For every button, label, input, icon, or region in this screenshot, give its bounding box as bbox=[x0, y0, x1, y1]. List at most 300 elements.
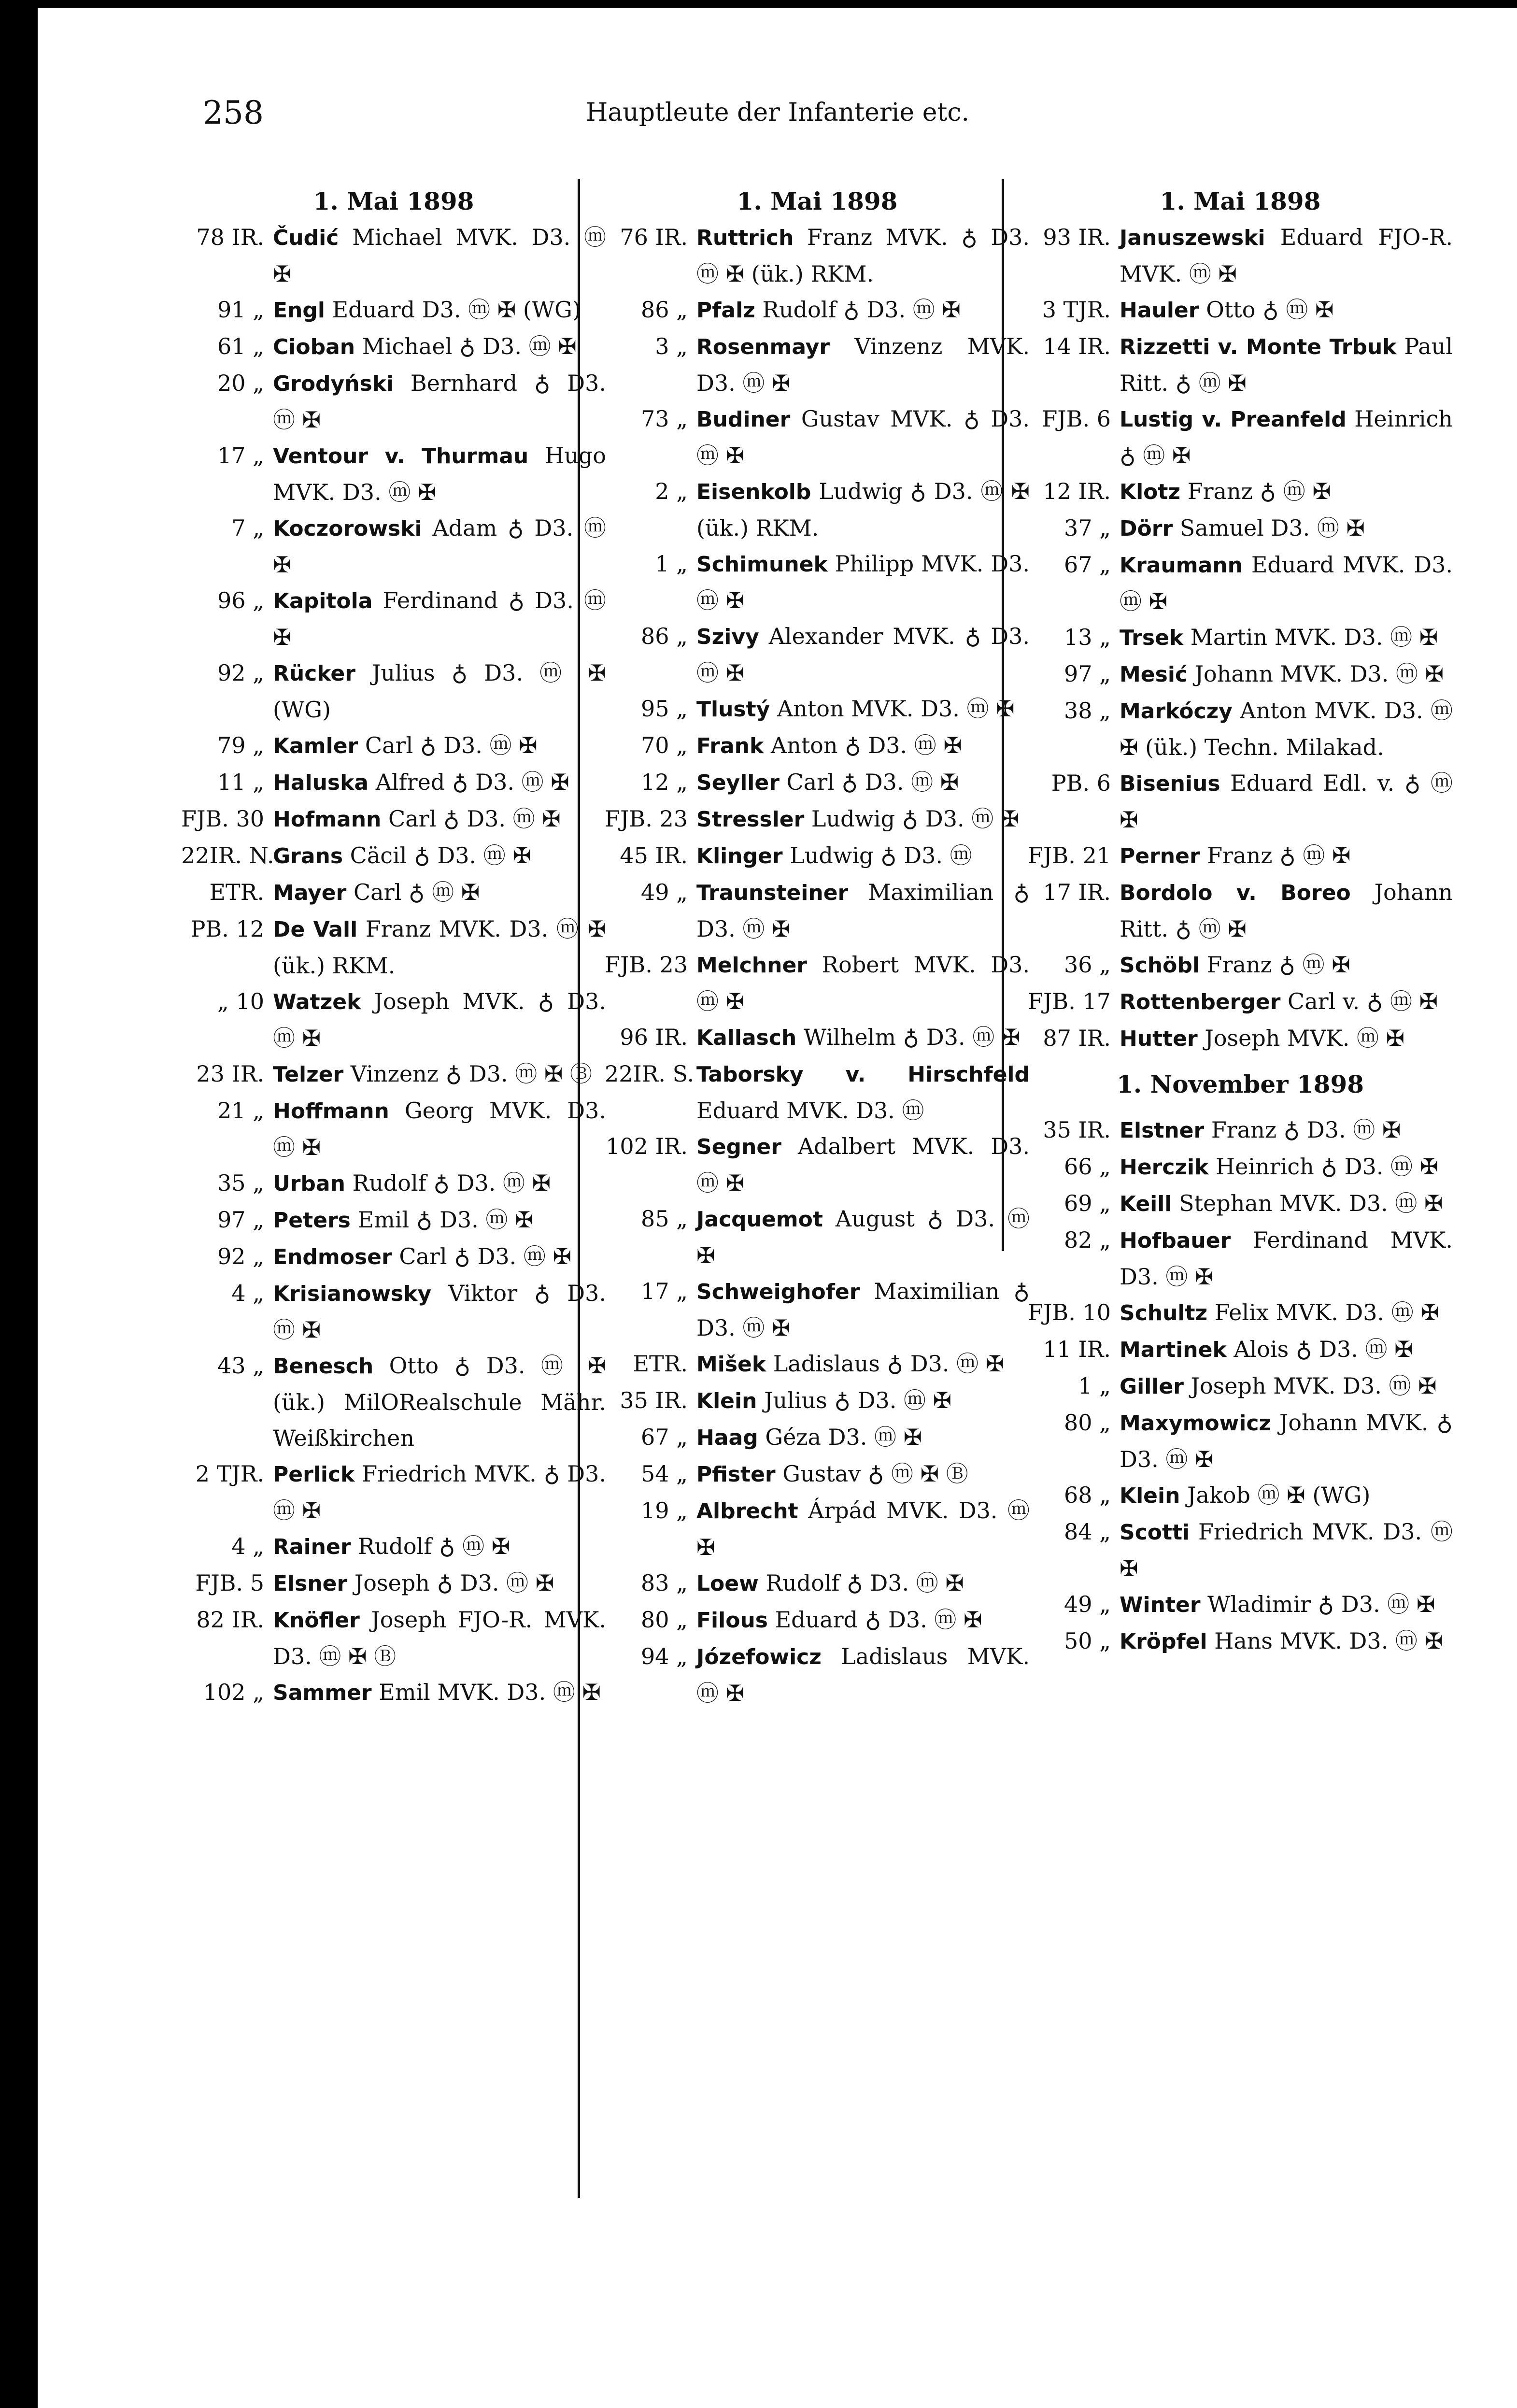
column-1 bbox=[181, 184, 606, 1711]
officer-name: Kröpfel bbox=[1120, 1629, 1207, 1654]
list-entry bbox=[181, 727, 606, 764]
entry-details: Franz ♁ ⓜ ✠ bbox=[1206, 952, 1350, 978]
list-entry bbox=[181, 438, 606, 510]
entry-text bbox=[696, 1019, 1030, 1056]
unit-key: 23 IR. bbox=[196, 1061, 264, 1087]
entry-details: Ludwig ♁ D3. ⓜ ✠ (ük.) RKM. bbox=[696, 478, 1030, 541]
entry-details: Alois ♁ D3. ⓜ ✠ bbox=[1233, 1336, 1413, 1362]
entry-text bbox=[696, 691, 1030, 727]
entry-text bbox=[1120, 838, 1453, 874]
entry-details: Emil MVK. D3. ⓜ ✠ bbox=[379, 1679, 601, 1705]
list-entry bbox=[1028, 1149, 1453, 1185]
list-entry bbox=[605, 1639, 1030, 1711]
unit-key: ETR. bbox=[209, 879, 264, 905]
list-entry bbox=[605, 727, 1030, 764]
entry-text bbox=[696, 874, 1030, 947]
list-entry bbox=[1028, 983, 1453, 1020]
unit-key: 102 IR. bbox=[606, 1133, 688, 1159]
list-entry bbox=[1028, 1020, 1453, 1057]
section-heading: 1. Mai 1898 bbox=[737, 187, 898, 215]
entry-text bbox=[273, 874, 606, 911]
entry-text bbox=[273, 510, 606, 583]
officer-name: Telzer bbox=[273, 1062, 344, 1087]
entry-details: Friedrich MVK. D3. ⓜ ✠ bbox=[1120, 1519, 1453, 1582]
officer-name: Schöbl bbox=[1120, 953, 1200, 978]
unit-key: 73 „ bbox=[641, 406, 688, 432]
list-entry bbox=[1028, 401, 1453, 473]
list-entry bbox=[605, 1565, 1030, 1602]
entry-text bbox=[1120, 510, 1453, 547]
entry-details: Carl ♁ D3. ⓜ ✠ bbox=[786, 769, 959, 795]
list-entry bbox=[181, 1056, 606, 1093]
entry-text bbox=[273, 365, 606, 438]
unit-key: 97 „ bbox=[217, 1207, 264, 1233]
officer-name: Trsek bbox=[1120, 626, 1184, 650]
entry-details: Franz ♁ D3. ⓜ ✠ bbox=[1211, 1117, 1401, 1143]
officer-name: Segner bbox=[696, 1135, 781, 1159]
entry-details: Alfred ♁ D3. ⓜ ✠ bbox=[375, 769, 569, 795]
officer-name: Kallasch bbox=[696, 1026, 797, 1050]
unit-key: 37 „ bbox=[1064, 515, 1111, 541]
entry-text bbox=[1120, 1020, 1453, 1057]
entry-details: Robert MVK. D3. ⓜ ✠ bbox=[696, 952, 1030, 1014]
list-entry bbox=[1028, 1295, 1453, 1331]
officer-name: Haag bbox=[696, 1425, 758, 1450]
list-entry bbox=[181, 219, 606, 292]
entry-text bbox=[273, 983, 606, 1056]
list-entry bbox=[181, 874, 606, 911]
page-number: 258 bbox=[203, 94, 264, 131]
entry-details: Adalbert MVK. D3. ⓜ ✠ bbox=[696, 1133, 1030, 1196]
list-entry bbox=[1028, 1623, 1453, 1660]
entry-details: Eduard FJO-R. MVK. ⓜ ✠ bbox=[1120, 224, 1453, 287]
entry-details: Ladislaus MVK. ⓜ ✠ bbox=[696, 1643, 1030, 1706]
list-entry bbox=[605, 473, 1030, 546]
officer-name: Maxymowicz bbox=[1120, 1411, 1272, 1436]
list-entry bbox=[1028, 1112, 1453, 1149]
officer-name: Loew bbox=[696, 1571, 759, 1596]
entry-details: Eduard Edl. v. ♁ ⓜ ✠ bbox=[1120, 770, 1453, 833]
list-entry bbox=[181, 1275, 606, 1348]
entry-text bbox=[273, 1565, 606, 1602]
entry-details: Maximilian ♁ D3. ⓜ ✠ bbox=[696, 1278, 1030, 1341]
officer-name: Rottenberger bbox=[1120, 990, 1281, 1014]
unit-key: FJB. 23 bbox=[605, 806, 688, 832]
list-entry bbox=[181, 1602, 606, 1674]
unit-key: 17 „ bbox=[641, 1278, 688, 1304]
entry-text bbox=[273, 727, 606, 764]
unit-key: 35 „ bbox=[217, 1170, 264, 1196]
entry-text bbox=[1120, 1331, 1453, 1368]
unit-key: FJB. 21 bbox=[1028, 842, 1111, 869]
unit-key: 4 „ bbox=[231, 1533, 264, 1559]
list-entry bbox=[605, 801, 1030, 838]
officer-name: Mesić bbox=[1120, 662, 1188, 687]
entry-text bbox=[1120, 693, 1453, 765]
officer-name: Frank bbox=[696, 734, 764, 758]
entry-details: Philipp MVK. D3. ⓜ ✠ bbox=[696, 551, 1030, 613]
list-entry bbox=[181, 1565, 606, 1602]
unit-key: 82 „ bbox=[1064, 1227, 1111, 1253]
unit-key: 94 „ bbox=[641, 1643, 688, 1669]
unit-key: PB. 6 bbox=[1051, 770, 1111, 796]
unit-key: FJB. 5 bbox=[195, 1570, 264, 1596]
entry-text bbox=[696, 401, 1030, 473]
officer-name: Perner bbox=[1120, 844, 1200, 869]
entry-details: Wladimir ♁ D3. ⓜ ✠ bbox=[1207, 1591, 1435, 1617]
officer-name: Seyller bbox=[696, 770, 780, 795]
officer-name: Kraumann bbox=[1120, 553, 1243, 578]
unit-key: 86 „ bbox=[641, 297, 688, 323]
entry-text bbox=[273, 655, 606, 727]
entry-details: Otto ♁ D3. ⓜ ✠ (ük.) MilORealschule Mähr. Weißkirchen bbox=[273, 1353, 606, 1451]
list-entry bbox=[605, 1456, 1030, 1493]
entry-details: Otto ♁ ⓜ ✠ bbox=[1206, 297, 1334, 323]
entry-text bbox=[696, 1456, 1030, 1493]
list-entry bbox=[1028, 1222, 1453, 1295]
entry-text bbox=[696, 1346, 1030, 1382]
entry-details: Paul Ritt. ♁ ⓜ ✠ bbox=[1120, 333, 1453, 396]
officer-name: Klein bbox=[1120, 1483, 1180, 1508]
entry-details: Vinzenz ♁ D3. ⓜ ✠ Ⓑ bbox=[350, 1061, 592, 1087]
entry-text bbox=[696, 1382, 1030, 1419]
entry-details: Alexander MVK. ♁ D3. ⓜ ✠ bbox=[696, 623, 1030, 686]
unit-key: 61 „ bbox=[217, 333, 264, 359]
unit-key: PB. 12 bbox=[190, 916, 264, 942]
entry-details: Gustav ♁ ⓜ ✠ Ⓑ bbox=[782, 1461, 968, 1487]
entry-text bbox=[696, 1128, 1030, 1201]
entry-text bbox=[1120, 1149, 1453, 1185]
entry-details: Julius ♁ D3. ⓜ ✠ (WG) bbox=[273, 660, 606, 723]
list-entry bbox=[1028, 619, 1453, 656]
entry-text bbox=[273, 1202, 606, 1239]
officer-name: De Vall bbox=[273, 917, 358, 942]
officer-name: Lustig v. Preanfeld bbox=[1120, 407, 1347, 432]
unit-key: 38 „ bbox=[1064, 698, 1111, 724]
entry-details: Cäcil ♁ D3. ⓜ ✠ bbox=[350, 842, 531, 869]
entry-details: Rudolf ♁ D3. ⓜ ✠ bbox=[352, 1170, 551, 1196]
officer-name: Benesch bbox=[273, 1354, 374, 1379]
list-entry bbox=[181, 764, 606, 801]
unit-key: 76 IR. bbox=[620, 224, 688, 250]
entry-text bbox=[273, 1239, 606, 1275]
officer-name: Tlustý bbox=[696, 697, 770, 722]
list-entry bbox=[181, 292, 606, 328]
section-heading: 1. Mai 1898 bbox=[313, 187, 474, 215]
entry-text bbox=[1120, 983, 1453, 1020]
officer-name: Ruttrich bbox=[696, 226, 794, 250]
unit-key: 80 „ bbox=[641, 1607, 688, 1633]
list-entry bbox=[605, 1382, 1030, 1419]
unit-key: 17 IR. bbox=[1043, 879, 1111, 905]
entry-text bbox=[696, 219, 1030, 292]
officer-name: Józefowicz bbox=[696, 1645, 822, 1669]
entry-text bbox=[273, 1348, 606, 1456]
officer-name: Markóczy bbox=[1120, 699, 1233, 724]
list-entry bbox=[605, 401, 1030, 473]
entry-details: Carl ♁ ⓜ ✠ bbox=[353, 879, 480, 905]
list-entry bbox=[605, 838, 1030, 874]
entry-text bbox=[1120, 1405, 1453, 1477]
entry-text bbox=[696, 1273, 1030, 1346]
unit-key: 17 „ bbox=[217, 442, 264, 469]
list-entry bbox=[181, 1348, 606, 1456]
list-entry bbox=[1028, 874, 1453, 947]
unit-key: FJB. 10 bbox=[1028, 1299, 1111, 1325]
entry-details: Ludwig ♁ D3. ⓜ bbox=[790, 842, 972, 869]
list-entry bbox=[181, 365, 606, 438]
entry-text bbox=[1120, 547, 1453, 619]
list-entry bbox=[181, 1093, 606, 1165]
officer-name: Herczik bbox=[1120, 1155, 1209, 1180]
officer-name: Koczorowski bbox=[273, 516, 422, 541]
officer-name: Melchner bbox=[696, 953, 807, 978]
list-entry bbox=[1028, 547, 1453, 619]
list-entry bbox=[181, 655, 606, 727]
unit-key: 43 „ bbox=[217, 1353, 264, 1379]
officer-name: Klinger bbox=[696, 844, 783, 869]
officer-name: Giller bbox=[1120, 1374, 1184, 1399]
unit-key: 35 IR. bbox=[1043, 1117, 1111, 1143]
entry-text bbox=[1120, 473, 1453, 510]
entry-details: Joseph MVK. ♁ D3. ⓜ ✠ bbox=[273, 988, 606, 1051]
entry-text bbox=[1120, 619, 1453, 656]
entry-details: Eduard MVK. D3. ⓜ ✠ bbox=[1120, 552, 1453, 614]
officer-name: Stressler bbox=[696, 807, 805, 832]
list-entry bbox=[1028, 1185, 1453, 1222]
unit-key: 11 „ bbox=[217, 769, 264, 795]
entry-details: Carl ♁ D3. ⓜ ✠ bbox=[399, 1243, 572, 1269]
entry-text bbox=[1120, 765, 1453, 838]
entry-details: Franz MVK. D3. ⓜ ✠ (ük.) RKM. bbox=[273, 916, 606, 979]
entry-details: Stephan MVK. D3. ⓜ ✠ bbox=[1179, 1190, 1443, 1216]
unit-key: 86 „ bbox=[641, 623, 688, 649]
list-entry bbox=[1028, 1586, 1453, 1623]
list-entry bbox=[605, 1346, 1030, 1382]
section-heading: 1. November 1898 bbox=[1116, 1070, 1364, 1098]
officer-name: Klotz bbox=[1120, 480, 1181, 504]
list-entry bbox=[605, 874, 1030, 947]
list-entry bbox=[181, 1456, 606, 1528]
unit-key: 92 „ bbox=[217, 1243, 264, 1269]
officer-name: Krisianowsky bbox=[273, 1282, 432, 1306]
entry-details: Anton ♁ D3. ⓜ ✠ bbox=[770, 732, 962, 758]
list-entry bbox=[605, 691, 1030, 727]
officer-name: Bordolo v. Boreo bbox=[1120, 881, 1351, 905]
entry-text bbox=[696, 764, 1030, 801]
entry-details: Johann Ritt. ♁ ⓜ ✠ bbox=[1120, 879, 1453, 942]
officer-name: Grans bbox=[273, 844, 343, 869]
entry-details: Anton MVK. D3. ⓜ ✠ bbox=[777, 696, 1015, 722]
entry-text bbox=[1120, 1295, 1453, 1331]
officer-name: Elstner bbox=[1120, 1118, 1205, 1143]
entry-text bbox=[273, 1275, 606, 1348]
unit-key: 35 IR. bbox=[620, 1387, 688, 1413]
list-entry bbox=[181, 328, 606, 365]
entry-details: Johann MVK. D3. ⓜ ✠ bbox=[1194, 661, 1444, 687]
officer-name: Ventour v. Thurmau bbox=[273, 444, 529, 469]
entry-details: Emil ♁ D3. ⓜ ✠ bbox=[357, 1207, 534, 1233]
list-entry bbox=[181, 1165, 606, 1202]
entry-text bbox=[1120, 219, 1453, 292]
entry-text bbox=[696, 1602, 1030, 1639]
officer-name: Jacquemot bbox=[696, 1207, 823, 1232]
entry-details: Adam ♁ D3. ⓜ ✠ bbox=[273, 515, 606, 578]
list-entry bbox=[605, 1602, 1030, 1639]
list-entry bbox=[605, 947, 1030, 1019]
officer-name: Eisenkolb bbox=[696, 480, 811, 504]
entry-text bbox=[696, 838, 1030, 874]
entry-text bbox=[696, 292, 1030, 328]
officer-name: Kamler bbox=[273, 734, 358, 758]
entry-details: Carl ♁ D3. ⓜ ✠ bbox=[388, 806, 561, 832]
list-entry bbox=[181, 1528, 606, 1565]
unit-key: 49 „ bbox=[641, 879, 688, 905]
unit-key: 36 „ bbox=[1064, 952, 1111, 978]
entry-details: Gustav MVK. ♁ D3. ⓜ ✠ bbox=[696, 406, 1030, 469]
officer-name: Pfalz bbox=[696, 298, 755, 323]
entry-details: Franz ♁ ⓜ ✠ bbox=[1207, 842, 1351, 869]
unit-key: 91 „ bbox=[217, 297, 264, 323]
officer-name: Endmoser bbox=[273, 1245, 392, 1269]
unit-key: 12 „ bbox=[641, 769, 688, 795]
officer-name: Hofbauer bbox=[1120, 1228, 1231, 1253]
entry-text bbox=[696, 1419, 1030, 1456]
list-entry bbox=[1028, 1405, 1453, 1477]
list-entry bbox=[605, 292, 1030, 328]
officer-name: Sammer bbox=[273, 1681, 372, 1705]
officer-name: Januszewski bbox=[1120, 226, 1265, 250]
entry-details: Franz ♁ ⓜ ✠ bbox=[1187, 478, 1331, 504]
list-entry bbox=[1028, 656, 1453, 693]
unit-key: 20 „ bbox=[217, 370, 264, 396]
entry-text bbox=[696, 1639, 1030, 1711]
officer-name: Mayer bbox=[273, 881, 347, 905]
unit-key: 19 „ bbox=[641, 1497, 688, 1524]
unit-key: 67 „ bbox=[1064, 552, 1111, 578]
list-entry bbox=[181, 1674, 606, 1711]
officer-name: Rücker bbox=[273, 661, 355, 686]
officer-name: Szivy bbox=[696, 625, 759, 649]
officer-name: Taborsky v. Hirschfeld bbox=[696, 1062, 1030, 1087]
entry-details: Martin MVK. D3. ⓜ ✠ bbox=[1190, 624, 1438, 650]
entry-text bbox=[696, 1493, 1030, 1565]
list-entry bbox=[605, 1019, 1030, 1056]
list-entry bbox=[1028, 1514, 1453, 1586]
unit-key: 2 „ bbox=[655, 478, 688, 504]
entry-details: Friedrich MVK. ♁ D3. ⓜ ✠ bbox=[273, 1461, 606, 1524]
entry-details: Ferdinand MVK. D3. ⓜ ✠ bbox=[1120, 1227, 1453, 1290]
officer-name: Winter bbox=[1120, 1593, 1201, 1617]
list-entry bbox=[181, 911, 606, 983]
column-2 bbox=[605, 184, 1030, 1711]
list-entry bbox=[181, 983, 606, 1056]
unit-key: 45 IR. bbox=[620, 842, 688, 869]
unit-key: 97 „ bbox=[1064, 661, 1111, 687]
officer-name: Rizzetti v. Monte Trbuk bbox=[1120, 335, 1397, 359]
entry-details: Julius ♁ D3. ⓜ ✠ bbox=[764, 1387, 952, 1413]
entry-text bbox=[273, 1456, 606, 1528]
entry-details: Anton MVK. D3. ⓜ ✠ (ük.) Techn. Milakad. bbox=[1120, 698, 1453, 760]
unit-key: 95 „ bbox=[641, 696, 688, 722]
entry-text bbox=[273, 911, 606, 983]
entry-details: Felix MVK. D3. ⓜ ✠ bbox=[1214, 1299, 1439, 1325]
entry-text bbox=[273, 801, 606, 838]
entry-text bbox=[273, 438, 606, 510]
entry-details: Carl v. ♁ ⓜ ✠ bbox=[1288, 988, 1438, 1014]
entry-text bbox=[696, 328, 1030, 401]
officer-name: Scotti bbox=[1120, 1520, 1190, 1545]
officer-name: Hofmann bbox=[273, 807, 382, 832]
unit-key: FJB. 6 bbox=[1042, 406, 1111, 432]
list-entry bbox=[1028, 765, 1453, 838]
entry-text bbox=[1120, 874, 1453, 947]
entry-text bbox=[1120, 1623, 1453, 1660]
unit-key: 4 „ bbox=[231, 1280, 264, 1306]
section-heading: 1. Mai 1898 bbox=[1160, 187, 1321, 215]
entry-details: Joseph MVK. D3. ⓜ ✠ bbox=[1191, 1373, 1437, 1399]
entry-details: Hans MVK. D3. ⓜ ✠ bbox=[1214, 1628, 1444, 1654]
unit-key: 21 „ bbox=[217, 1097, 264, 1124]
scan-border-top bbox=[0, 0, 1517, 8]
entry-text bbox=[273, 838, 606, 874]
entry-details: Carl ♁ D3. ⓜ ✠ bbox=[365, 732, 538, 758]
officer-name: Peters bbox=[273, 1208, 351, 1233]
officer-name: Dörr bbox=[1120, 516, 1173, 541]
entry-details: Árpád MVK. D3. ⓜ ✠ bbox=[696, 1497, 1030, 1560]
entry-text bbox=[696, 546, 1030, 618]
entry-details: Maximilian ♁ D3. ⓜ ✠ bbox=[696, 879, 1030, 942]
list-entry bbox=[181, 510, 606, 583]
entry-details: August ♁ D3. ⓜ ✠ bbox=[696, 1206, 1030, 1268]
list-entry bbox=[605, 1056, 1030, 1128]
entry-details: Jakob ⓜ ✠ (WG) bbox=[1187, 1482, 1371, 1508]
entry-details: Michael ♁ D3. ⓜ ✠ bbox=[362, 333, 577, 359]
entry-text bbox=[1120, 328, 1453, 401]
list-entry bbox=[605, 1201, 1030, 1273]
unit-key: 1 „ bbox=[1078, 1373, 1111, 1399]
entry-details: Rudolf ♁ ⓜ ✠ bbox=[358, 1533, 510, 1559]
list-entry bbox=[605, 546, 1030, 618]
officer-name: Traunsteiner bbox=[696, 881, 849, 905]
officer-name: Hoffmann bbox=[273, 1099, 389, 1124]
entry-text bbox=[696, 947, 1030, 1019]
list-entry bbox=[181, 1202, 606, 1239]
entry-text bbox=[1120, 1586, 1453, 1623]
unit-key: 67 „ bbox=[641, 1424, 688, 1450]
entry-text bbox=[273, 1674, 606, 1711]
entry-details: Ferdinand ♁ D3. ⓜ ✠ bbox=[273, 587, 606, 650]
entry-text bbox=[1120, 947, 1453, 983]
list-entry bbox=[1028, 1331, 1453, 1368]
unit-key: FJB. 23 bbox=[605, 952, 688, 978]
entry-text bbox=[273, 1602, 606, 1674]
list-entry bbox=[605, 219, 1030, 292]
list-entry bbox=[605, 1419, 1030, 1456]
officer-name: Perlick bbox=[273, 1462, 355, 1487]
entry-details: Eduard D3. ⓜ ✠ (WG) bbox=[332, 297, 581, 323]
unit-key: 14 IR. bbox=[1043, 333, 1111, 359]
unit-key: 70 „ bbox=[641, 732, 688, 758]
entry-details: Rudolf ♁ D3. ⓜ ✠ bbox=[766, 1570, 964, 1596]
officer-name: Schimunek bbox=[696, 552, 828, 577]
unit-key: 96 „ bbox=[217, 587, 264, 613]
officer-name: Knöfler bbox=[273, 1608, 360, 1633]
entry-text bbox=[273, 1056, 606, 1093]
entry-text bbox=[1120, 1112, 1453, 1149]
unit-key: 84 „ bbox=[1064, 1519, 1111, 1545]
entry-text bbox=[696, 1056, 1030, 1128]
